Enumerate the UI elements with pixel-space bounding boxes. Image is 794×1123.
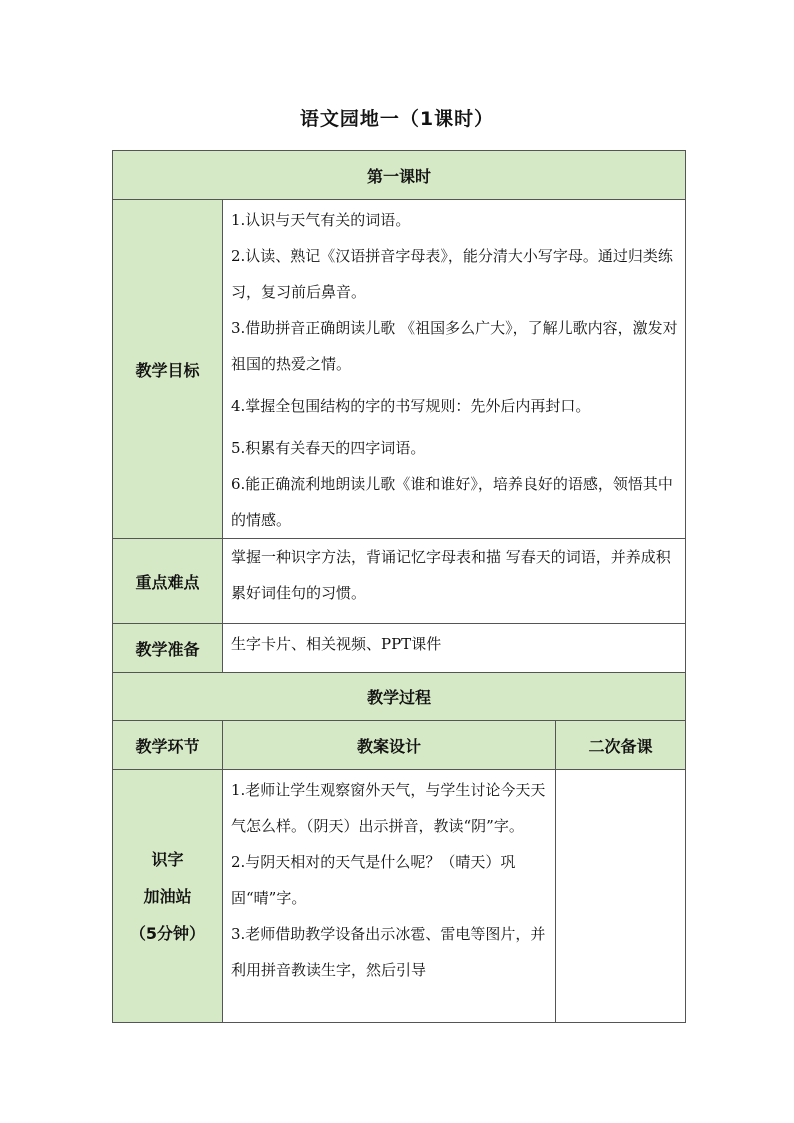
goals-label: 教学目标 bbox=[113, 200, 223, 539]
column-stage: 教学环节 bbox=[113, 721, 223, 770]
stage-cell bbox=[113, 770, 223, 1023]
goals-content bbox=[223, 200, 686, 539]
process-row bbox=[113, 770, 686, 1023]
stage-line: 加油站 bbox=[143, 886, 192, 906]
lesson-title-cell: 第一课时 bbox=[113, 151, 686, 200]
key-points-content: 掌握一种识字方法，背诵记忆字母表和描 写春天的词语，并养成积累好词佳句的习惯。 bbox=[223, 539, 686, 624]
design-item: 1.老师让学生观察窗外天气，与学生讨论今天天气怎么样。（阴天）出示拼音，教读“阴”字。 bbox=[231, 781, 546, 835]
goal-item: 4.掌握全包围结构的字的书写规则：先外后内再封口。 bbox=[231, 397, 591, 415]
design-item: 3.老师借助教学设备出示冰雹、雷电等图片，并利用拼音教读生字，然后引导 bbox=[231, 925, 546, 979]
key-points-row bbox=[113, 539, 686, 624]
column-second-prep: 二次备课 bbox=[556, 721, 686, 770]
column-design: 教案设计 bbox=[223, 721, 556, 770]
lesson-header-row bbox=[113, 151, 686, 200]
prep-content: 生字卡片、相关视频、PPT课件 bbox=[223, 624, 686, 673]
key-points-label: 重点难点 bbox=[113, 539, 223, 624]
goal-item: 3.借助拼音正确朗读儿歌 《祖国多么广大》，了解儿歌内容，激发对祖国的热爱之情。 bbox=[231, 319, 678, 373]
design-item: 2.与阴天相对的天气是什么呢？（晴天）巩固“晴”字。 bbox=[231, 853, 516, 907]
goal-item: 6.能正确流利地朗读儿歌《谁和谁好》，培养良好的语感，领悟其中的情感。 bbox=[231, 475, 673, 529]
goal-item: 2.认读、熟记《汉语拼音字母表》，能分清大小写字母。通过归类练习，复习前后鼻音。 bbox=[231, 247, 673, 301]
goal-item: 1.认识与天气有关的词语。 bbox=[231, 211, 411, 229]
prep-row bbox=[113, 624, 686, 673]
process-header-row bbox=[113, 673, 686, 721]
goal-item: 5.积累有关春天的四字词语。 bbox=[231, 439, 426, 457]
lesson-plan-table bbox=[112, 150, 686, 1023]
process-columns-row bbox=[113, 721, 686, 770]
goals-row bbox=[113, 200, 686, 539]
second-prep-cell bbox=[556, 770, 686, 1023]
process-title: 教学过程 bbox=[113, 673, 686, 721]
prep-label: 教学准备 bbox=[113, 624, 223, 673]
design-content bbox=[223, 770, 556, 1023]
stage-line: （5分钟） bbox=[129, 923, 206, 943]
stage-line: 识字 bbox=[151, 849, 184, 869]
page-title: 语文园地一（1课时） bbox=[299, 108, 495, 130]
